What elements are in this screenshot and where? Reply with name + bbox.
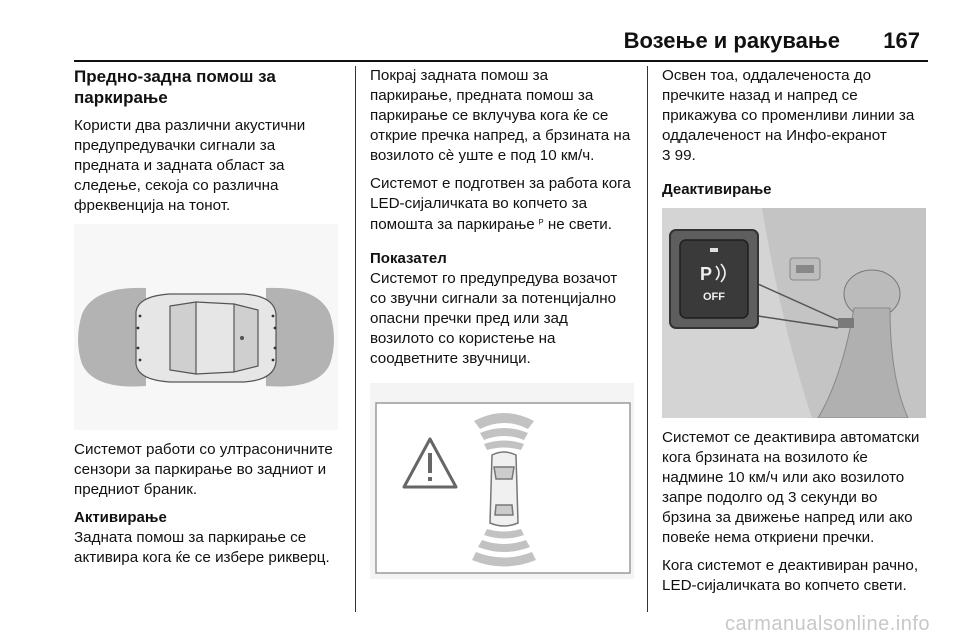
header-title: Возење и ракување: [623, 28, 840, 53]
header-rule: [74, 60, 928, 62]
text-run: Освен тоа, оддалеченоста до пречките назад и напред се прикажува со променливи линии за оддалеченост на Инфо-екранот: [662, 67, 915, 144]
text-run: Системот е подготвен за работа кога LED-сијаличката во копчето за помошта за паркирање: [370, 175, 631, 233]
parking-assist-icon: ᴾ: [538, 218, 544, 230]
off-label: OFF: [703, 291, 725, 303]
section-heading: Предно-задна помош за паркирање: [74, 67, 276, 107]
watermark: carmanualsonline.info: [724, 613, 930, 635]
page-header: [74, 28, 928, 62]
page-reference: 3 99.: [662, 147, 696, 164]
center-console-figure: [662, 208, 926, 418]
column-divider: [355, 66, 356, 612]
column-divider: [647, 66, 648, 612]
parking-assist-button-callout: [670, 230, 758, 328]
page-number: 167: [883, 28, 920, 53]
paragraph: [370, 174, 634, 235]
car-outline-icon: [490, 452, 518, 526]
paragraph: Кога системот е деактивиран рачно, LED-сијаличката во копчето свети.: [662, 557, 919, 594]
paragraph: Покрај задната помош за паркирање, предната помош за паркирање се вклучува кога ќе се открие пречка напред, а брзината на возилото сѐ уште е под 10 км/ч.: [370, 67, 631, 164]
paragraph: Системот се деактивира автоматски кога брзината на возилото ќе надмине 10 км/ч или ако возилото запре подолго од 3 секунди во брзина за движење напред или ако повеќе нема откриени пречки.: [662, 429, 920, 546]
subheading-indicator: Показател: [370, 250, 447, 267]
subheading-deactivation: Деактивирање: [662, 181, 772, 198]
subheading-activation: Активирање: [74, 509, 167, 526]
column-1: [74, 66, 344, 576]
paragraph: Користи два различни акустични предупредувачки сигнали за предната и задната област за следење, секоја со различна фреквенција на тонот.: [74, 117, 306, 214]
text-run: не свети.: [547, 216, 612, 233]
paragraph: Задната помош за паркирање се активира кога ќе се избере рикверц.: [74, 529, 330, 566]
paragraph: Системот работи со ултрасоничните сензори за паркирање во задниот и предниот браник.: [74, 441, 333, 498]
paragraph: Системот го предупредува возачот со звучни сигнали за потенцијално опасни пречки пред или зад возилото со користење на соодветните звучници.: [370, 270, 618, 367]
parking-sensor-zones-figure: [74, 224, 338, 430]
car-top-view: [136, 294, 276, 382]
paragraph: [662, 66, 930, 166]
column-3: [662, 66, 930, 604]
svg-text:P: P: [700, 264, 713, 284]
column-2: [370, 66, 634, 589]
info-display-figure: [370, 383, 634, 579]
